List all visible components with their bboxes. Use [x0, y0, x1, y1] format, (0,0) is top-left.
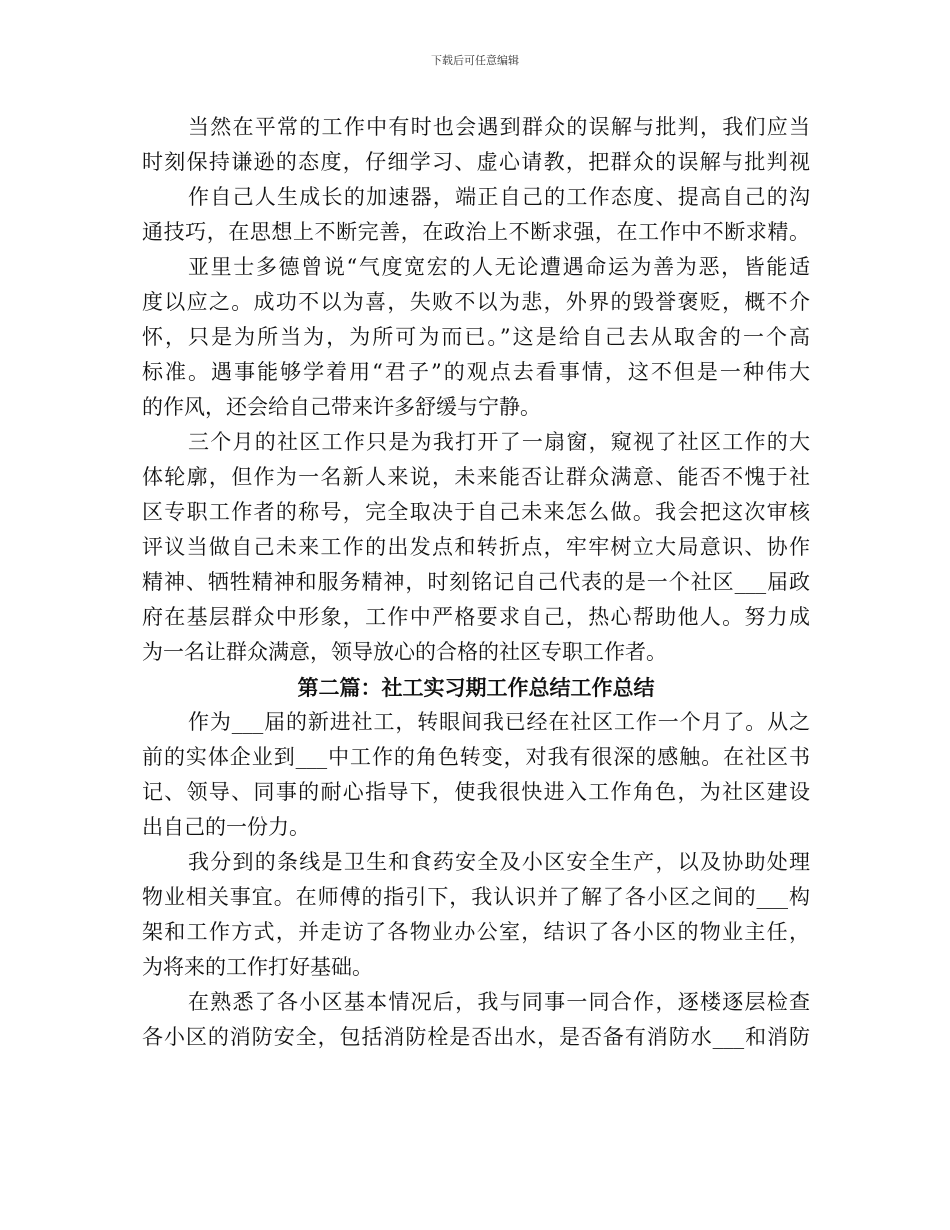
paragraph-3	[142, 250, 810, 425]
text-line: 亚里士多德曾说“气度宽宏的人无论遭遇命运为善为恶，皆能适	[188, 255, 810, 279]
text-line: 物业相关事宜。在师傅的指引下，我认识并了解了各小区之间的___构	[142, 885, 810, 909]
text-line: 前的实体企业到___中工作的角色转变，对我有很深的感触。在社区书	[142, 745, 810, 769]
paragraph-1	[142, 110, 810, 180]
page-header-note: 下载后可任意编辑	[431, 54, 519, 67]
text-line: 各小区的消防安全，包括消防栓是否出水，是否备有消防水___和消防	[142, 1025, 810, 1049]
paragraph-2	[142, 180, 810, 250]
text-line: 为一名让群众满意，领导放心的合格的社区专职工作者。	[142, 640, 667, 664]
text-line: 通技巧，在思想上不断完善，在政治上不断求强，在工作中不断求精。	[142, 220, 810, 244]
section-title: 第二篇：社工实习期工作总结工作总结	[297, 675, 655, 700]
text-line: 记、领导、同事的耐心指导下，使我很快进入工作角色，为社区建设	[142, 780, 810, 804]
text-line: 体轮廓，但作为一名新人来说，未来能否让群众满意、能否不愧于社	[142, 465, 810, 489]
text-line: 评议当做自己未来工作的出发点和转折点，牢牢树立大局意识、协作	[142, 535, 810, 559]
text-line: 时刻保持谦逊的态度，仔细学习、虚心请教，把群众的误解与批判视	[142, 150, 810, 174]
paragraph-6	[142, 845, 810, 985]
text-line: 出自己的一份力。	[142, 815, 310, 839]
text-line: 作自己人生成长的加速器，端正自己的工作态度、提高自己的沟	[188, 185, 810, 209]
text-line: 的作风，还会给自己带来许多舒缓与宁静。	[142, 395, 541, 419]
text-line: 三个月的社区工作只是为我打开了一扇窗，窥视了社区工作的大	[188, 430, 810, 454]
text-line: 为将来的工作打好基础。	[142, 955, 373, 979]
paragraph-5	[142, 705, 810, 845]
text-line: 标准。遇事能够学着用“君子”的观点去看事情，这不但是一种伟大	[142, 360, 810, 384]
text-line: 精神、牺牲精神和服务精神，时刻铭记自己代表的是一个社区___届政	[142, 570, 810, 594]
text-line: 作为___届的新进社工，转眼间我已经在社区工作一个月了。从之	[188, 710, 810, 734]
document-body	[142, 110, 810, 1055]
text-line: 架和工作方式，并走访了各物业办公室，结识了各小区的物业主任，	[142, 920, 810, 944]
text-line: 府在基层群众中形象，工作中严格要求自己，热心帮助他人。努力成	[142, 605, 810, 629]
text-line: 区专职工作者的称号，完全取决于自己未来怎么做。我会把这次审核	[142, 500, 810, 524]
text-line: 当然在平常的工作中有时也会遇到群众的误解与批判，我们应当	[188, 115, 810, 139]
paragraph-7	[142, 985, 810, 1055]
text-line: 在熟悉了各小区基本情况后，我与同事一同合作，逐楼逐层检查	[188, 990, 810, 1014]
text-line: 我分到的条线是卫生和食药安全及小区安全生产，以及协助处理	[188, 850, 810, 874]
text-line: 怀，只是为所当为，为所可为而已。”这是给自己去从取舍的一个高	[142, 325, 810, 349]
paragraph-4	[142, 425, 810, 670]
text-line: 度以应之。成功不以为喜，失败不以为悲，外界的毁誉褒贬，概不介	[142, 290, 810, 314]
